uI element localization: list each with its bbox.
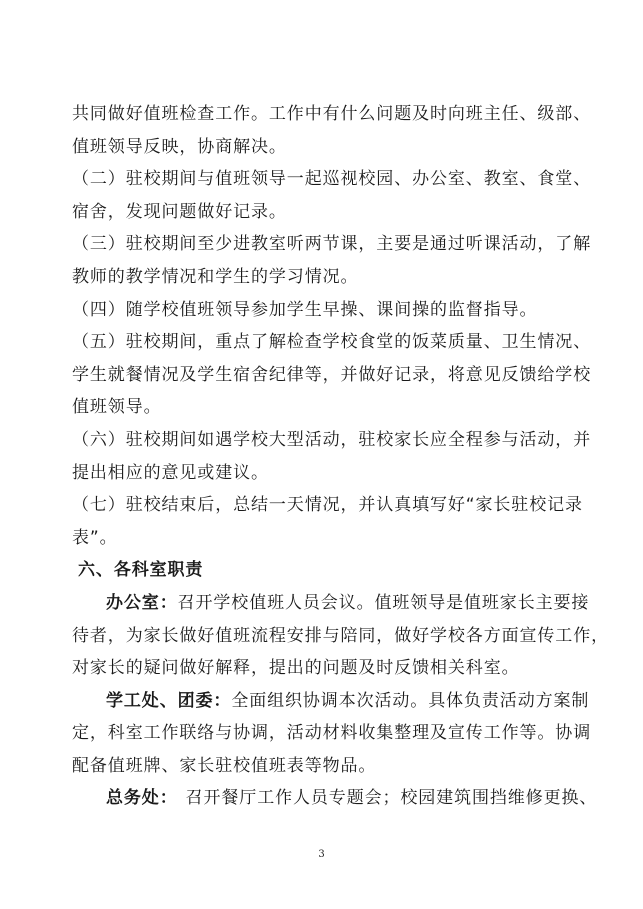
- list-item-5: （五）驻校期间，重点了解检查学校食堂的饭菜质量、卫生情况、: [72, 332, 592, 353]
- student-affairs-paragraph: [72, 685, 590, 718]
- paragraph-line: 共同做好值班检查工作。工作中有什么问题及时向班主任、级部、: [72, 104, 592, 124]
- general-affairs-paragraph: [72, 782, 598, 815]
- page-number: 3: [318, 849, 325, 860]
- list-item-5-cont: 学生就餐情况及学生宿舍纪律等，并做好记录，将意见反馈给学校: [72, 364, 592, 385]
- list-item-5-cont: 值班领导。: [72, 397, 162, 418]
- list-item-6-cont: 提出相应的意见或建议。: [72, 462, 269, 483]
- paragraph-line: 值班领导反映，协商解决。: [72, 136, 287, 157]
- office-text: 召开学校值班人员会议。值班领导是值班家长主要接: [177, 592, 590, 613]
- general-affairs-text: 召开餐厅工作人员专题会；校园建筑围挡维修更换、: [185, 788, 598, 809]
- student-affairs-paragraph-cont: 定，科室工作联络与协调，活动材料收集整理及宣传工作等。协调: [72, 723, 592, 744]
- student-affairs-label: 学工处、团委: [106, 690, 214, 711]
- general-affairs-label: 总务处: [106, 788, 160, 809]
- office-colon: ：: [159, 592, 178, 613]
- student-affairs-text: 全面组织协调本次活动。具体负责活动方案制: [231, 690, 590, 711]
- office-paragraph: [72, 587, 590, 620]
- student-affairs-colon: ：: [213, 690, 232, 711]
- office-paragraph-cont: 待者，为家长做好值班流程安排与陪同，做好学校各方面宣传工作，: [72, 625, 609, 646]
- office-paragraph-cont: 对家长的疑问做好解释，提出的问题及时反馈相关科室。: [72, 658, 520, 679]
- list-item-2: （二）驻校期间与值班领导一起巡视校园、办公室、教室、食堂、: [72, 169, 592, 190]
- list-item-3: （三）驻校期间至少进教室听两节课，主要是通过听课活动，了解: [72, 234, 592, 255]
- list-item-2-cont: 宿舍，发现问题做好记录。: [72, 201, 287, 222]
- general-affairs-colon: ：: [159, 788, 178, 809]
- list-item-7-cont: 表”。: [72, 527, 118, 548]
- student-affairs-paragraph-cont: 配备值班牌、家长驻校值班表等物品。: [72, 755, 377, 776]
- list-item-6: （六）驻校期间如遇学校大型活动，驻校家长应全程参与活动，并: [72, 429, 592, 450]
- list-item-7: （七）驻校结束后，总结一天情况，并认真填写好“家长驻校记录: [72, 495, 583, 516]
- section-heading: 六、各科室职责: [78, 560, 204, 581]
- list-item-3-cont: 教师的教学情况和学生的学习情况。: [72, 266, 359, 287]
- document-body: [72, 98, 609, 815]
- office-label: 办公室: [106, 592, 160, 613]
- list-item-4: （四）随学校值班领导参加学生早操、课间操的监督指导。: [72, 299, 538, 320]
